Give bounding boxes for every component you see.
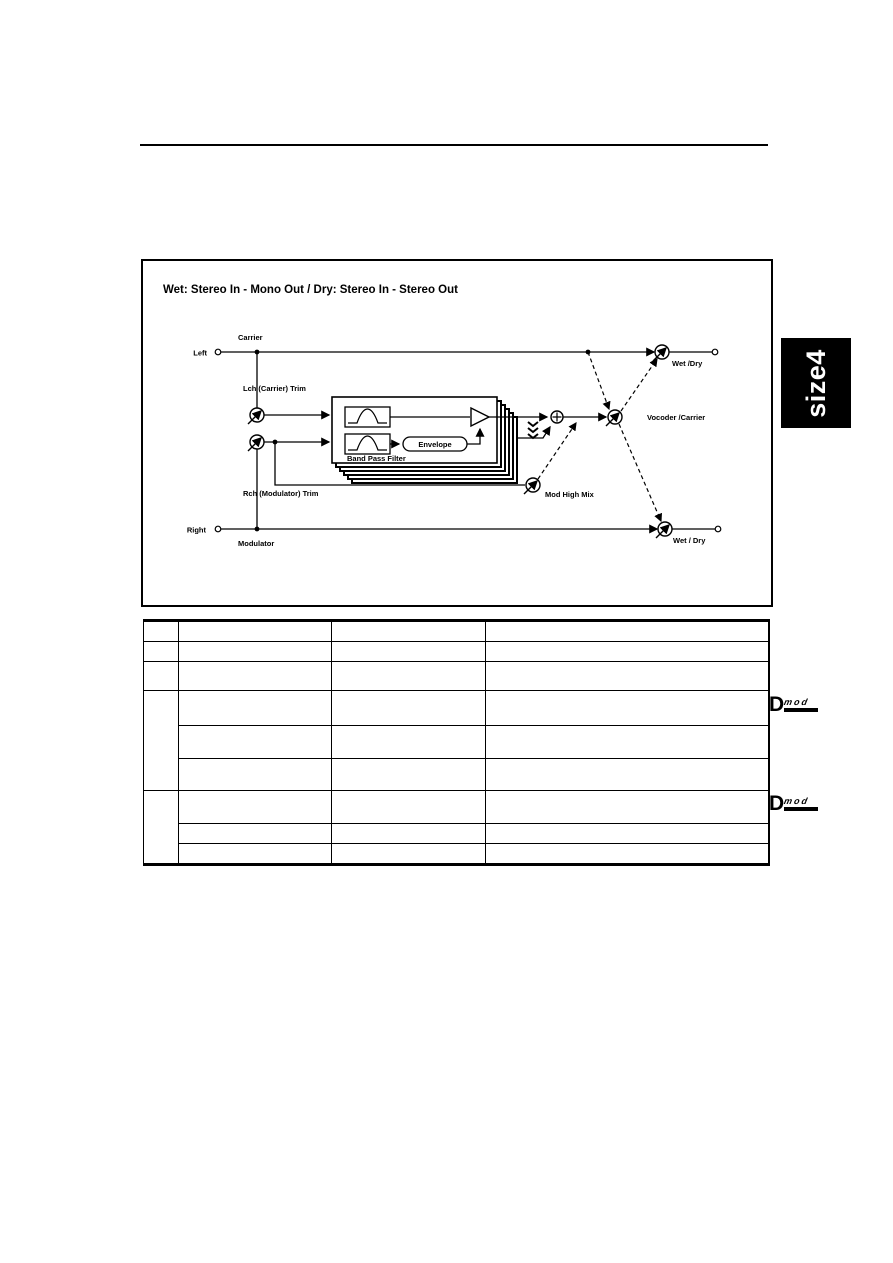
table-cell: [144, 662, 179, 691]
wet-dry-top-label: Wet /Dry: [672, 359, 703, 368]
table-row: [144, 844, 769, 865]
right-output-terminal: [715, 526, 721, 532]
table-row: [144, 691, 769, 726]
table-cell: [179, 759, 332, 791]
diagram-title: Wet: Stereo In - Mono Out / Dry: Stereo In - Stereo Out: [163, 284, 458, 296]
lch-trim-label: Lch (Carrier) Trim: [243, 384, 306, 393]
table-cell: [486, 662, 769, 691]
band-pass-filter-label: Band Pass Filter: [347, 454, 406, 463]
table-cell: [144, 642, 179, 662]
table-cell: [332, 824, 486, 844]
size4-tab-label: size4: [800, 348, 831, 418]
wet-dry-bottom-knob: [656, 522, 672, 538]
dmod-d-glyph: D: [769, 792, 784, 815]
table-cell: [179, 726, 332, 759]
table-cell: [332, 691, 486, 726]
envelope-label: Envelope: [418, 440, 452, 449]
header-rule: [140, 144, 768, 146]
table-cell: [179, 691, 332, 726]
vocoder-to-wetdry-bottom-dashed: [619, 424, 661, 521]
table-cell: [144, 621, 179, 642]
carrier-split-dot: [586, 350, 591, 355]
table-cell: [486, 844, 769, 865]
left-label: Left: [193, 348, 207, 358]
rch-trim-knob: [248, 435, 264, 451]
mod-high-mix-knob: [524, 478, 540, 494]
table-cell: [179, 662, 332, 691]
dmod-underline: [784, 807, 818, 811]
dmod-d-glyph: D: [769, 693, 784, 716]
bpf-carrier-box: [345, 407, 390, 427]
table-cell: [332, 759, 486, 791]
dmod-mod-glyph: mod: [783, 796, 811, 806]
table-row: [144, 726, 769, 759]
table-cell: [332, 726, 486, 759]
right-label: Right: [186, 525, 206, 535]
dmod-underline: [784, 708, 818, 712]
table-cell-group: [144, 691, 179, 791]
table-cell: [486, 691, 769, 726]
table-cell: [486, 726, 769, 759]
table-cell: [179, 824, 332, 844]
table-cell: [486, 621, 769, 642]
size4-margin-tab: [781, 338, 851, 428]
wet-dry-bottom-label: Wet / Dry: [673, 536, 706, 545]
carrier-junction-dot: [255, 350, 260, 355]
bypass-junction-dot: [273, 440, 278, 445]
table-cell: [332, 662, 486, 691]
vocoder-carrier-label: Vocoder /Carrier: [647, 413, 706, 422]
diagram-svg: [143, 261, 771, 605]
lch-trim-knob: [248, 408, 264, 424]
right-input-terminal: [215, 526, 221, 532]
dmod-mod-glyph: mod: [783, 697, 811, 707]
mod-high-mix-line: [538, 423, 576, 479]
vocoder-block-diagram: [141, 259, 773, 607]
table-cell: [332, 621, 486, 642]
table-cell: [332, 642, 486, 662]
table-cell: [486, 759, 769, 791]
table-cell: [179, 621, 332, 642]
table-cell: [332, 844, 486, 865]
dmod-icon: [769, 792, 818, 815]
carrier-to-vocoder-dashed: [588, 352, 609, 409]
table-cell: [179, 642, 332, 662]
table-row: [144, 791, 769, 824]
table-cell: [486, 824, 769, 844]
modulator-label: Modulator: [238, 539, 275, 548]
parameter-table: [143, 619, 770, 866]
table-cell: [179, 844, 332, 865]
table-row: [144, 621, 769, 642]
table-row: [144, 824, 769, 844]
vocoder-to-wetdry-top-dashed: [621, 359, 657, 411]
table-cell: [332, 791, 486, 824]
modulator-junction-dot: [255, 527, 260, 532]
mod-high-mix-label: Mod High Mix: [545, 490, 594, 499]
bpf-modulator-box: [345, 434, 390, 454]
table-row: [144, 759, 769, 791]
multi-band-chevrons: [528, 422, 538, 438]
left-input-terminal: [215, 349, 221, 355]
dmod-icon: [769, 693, 818, 716]
carrier-label: Carrier: [238, 333, 263, 342]
rch-trim-label: Rch (Modulator) Trim: [243, 489, 319, 498]
vocoder-carrier-knob: [606, 410, 622, 426]
table-row: [144, 662, 769, 691]
table-cell: [486, 791, 769, 824]
table-cell: [486, 642, 769, 662]
wet-dry-top-knob: [653, 345, 669, 361]
left-output-terminal: [712, 349, 718, 355]
table-cell-group: [144, 791, 179, 865]
table-row: [144, 642, 769, 662]
table-cell: [179, 791, 332, 824]
